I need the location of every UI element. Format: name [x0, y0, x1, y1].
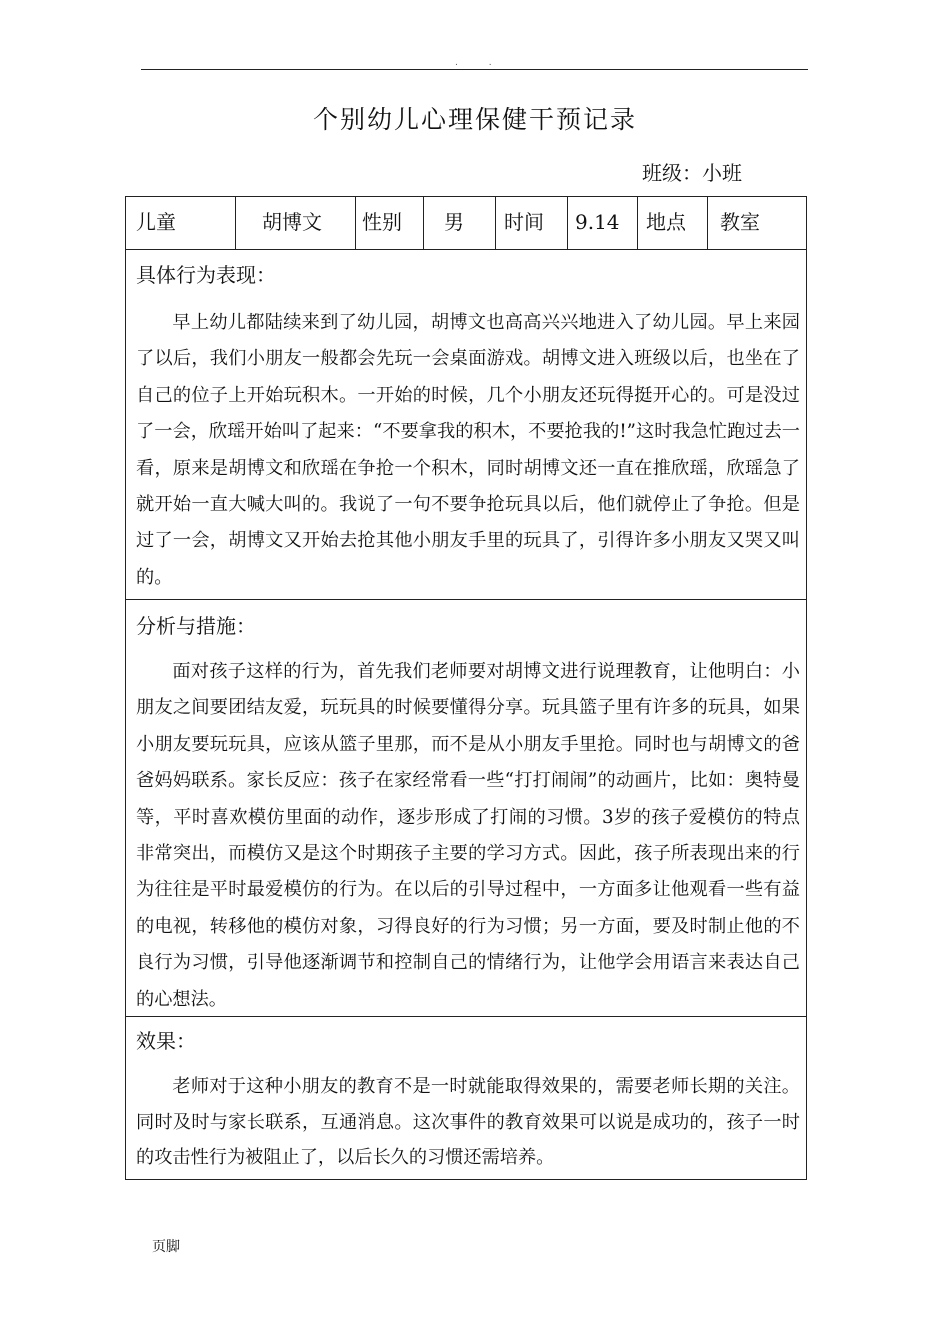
behavior-text: 早上幼儿都陆续来到了幼儿园，胡博文也高高兴兴地进入了幼儿园。早上来园了以后，我们小朋友一般都会先玩一会桌面游戏。胡博文进入班级以后，也坐在了自己的位子上开始玩积木。一开始的时候，几个小朋友还玩得挺开心的。可是没过了一会，欣瑶开始叫了起来：“不要拿我的积木，不要抢我的!”这时我急忙跑过去一看，原来是胡博文和欣瑶在争抢一个积木，同时胡博文还一直在推欣瑶，欣瑶急了就开始一直大喊大叫的。我说了一句不要争抢玩具以后，他们就停止了争抢。但是过了一会，胡博文又开始去抢其他小朋友手里的玩具了，引得许多小朋友又哭又叫的。	[136, 312, 800, 588]
child-name: 胡博文	[236, 197, 356, 249]
gender-value: 男	[424, 197, 496, 249]
behavior-heading: 具体行为表现：	[136, 263, 276, 287]
effect-heading: 效果：	[136, 1029, 196, 1053]
record-table	[125, 196, 807, 1180]
header-dots: . .	[455, 58, 506, 68]
class-label: 班级：小班	[642, 161, 742, 185]
time-label: 时间	[496, 197, 568, 249]
place-value: 教室	[720, 210, 760, 234]
child-label: 儿童	[126, 197, 236, 249]
document-title: 个别幼儿心理保健干预记录	[312, 105, 637, 134]
effect-section	[126, 1017, 806, 1179]
analysis-text: 面对孩子这样的行为，首先我们老师要对胡博文进行说理教育，让他明白：小朋友之间要团结友爱，玩玩具的时候要懂得分享。玩具篮子里有许多的玩具，如果小朋友要玩玩具，应该从篮子里那，而不是从小朋友手里抢。同时也与胡博文的爸爸妈妈联系。家长反应：孩子在家经常看一些“打打闹闹”的动画片，比如：奥特曼等，平时喜欢模仿里面的动作，逐步形成了打闹的习惯。3岁的孩子爱模仿的特点非常突出，而模仿又是这个时期孩子主要的学习方式。因此，孩子所表现出来的行为往往是平时最爱模仿的行为。在以后的引导过程中，一方面多让他观看一些有益的电视，转移他的模仿对象，习得良好的行为习惯；另一方面，要及时制止他的不良行为习惯，引导他逐渐调节和控制自己的情绪行为，让他学会用语言来表达自己的心想法。	[136, 661, 800, 1010]
behavior-section	[126, 249, 806, 600]
page-footer: 页脚	[152, 1239, 180, 1255]
effect-text: 老师对于这种小朋友的教育不是一时就能取得效果的，需要老师长期的关注。同时及时与家长联系，互通消息。这次事件的教育效果可以说是成功的，孩子一时的攻击性行为被阻止了，以后长久的习惯还需培养。	[136, 1076, 800, 1168]
place-label: 地点	[638, 197, 708, 249]
gender-label: 性别	[356, 197, 424, 249]
analysis-heading: 分析与措施：	[136, 614, 256, 638]
info-row	[126, 197, 806, 250]
time-value: 9.14	[568, 197, 638, 249]
header-rule	[141, 69, 808, 70]
analysis-section	[126, 600, 806, 1017]
